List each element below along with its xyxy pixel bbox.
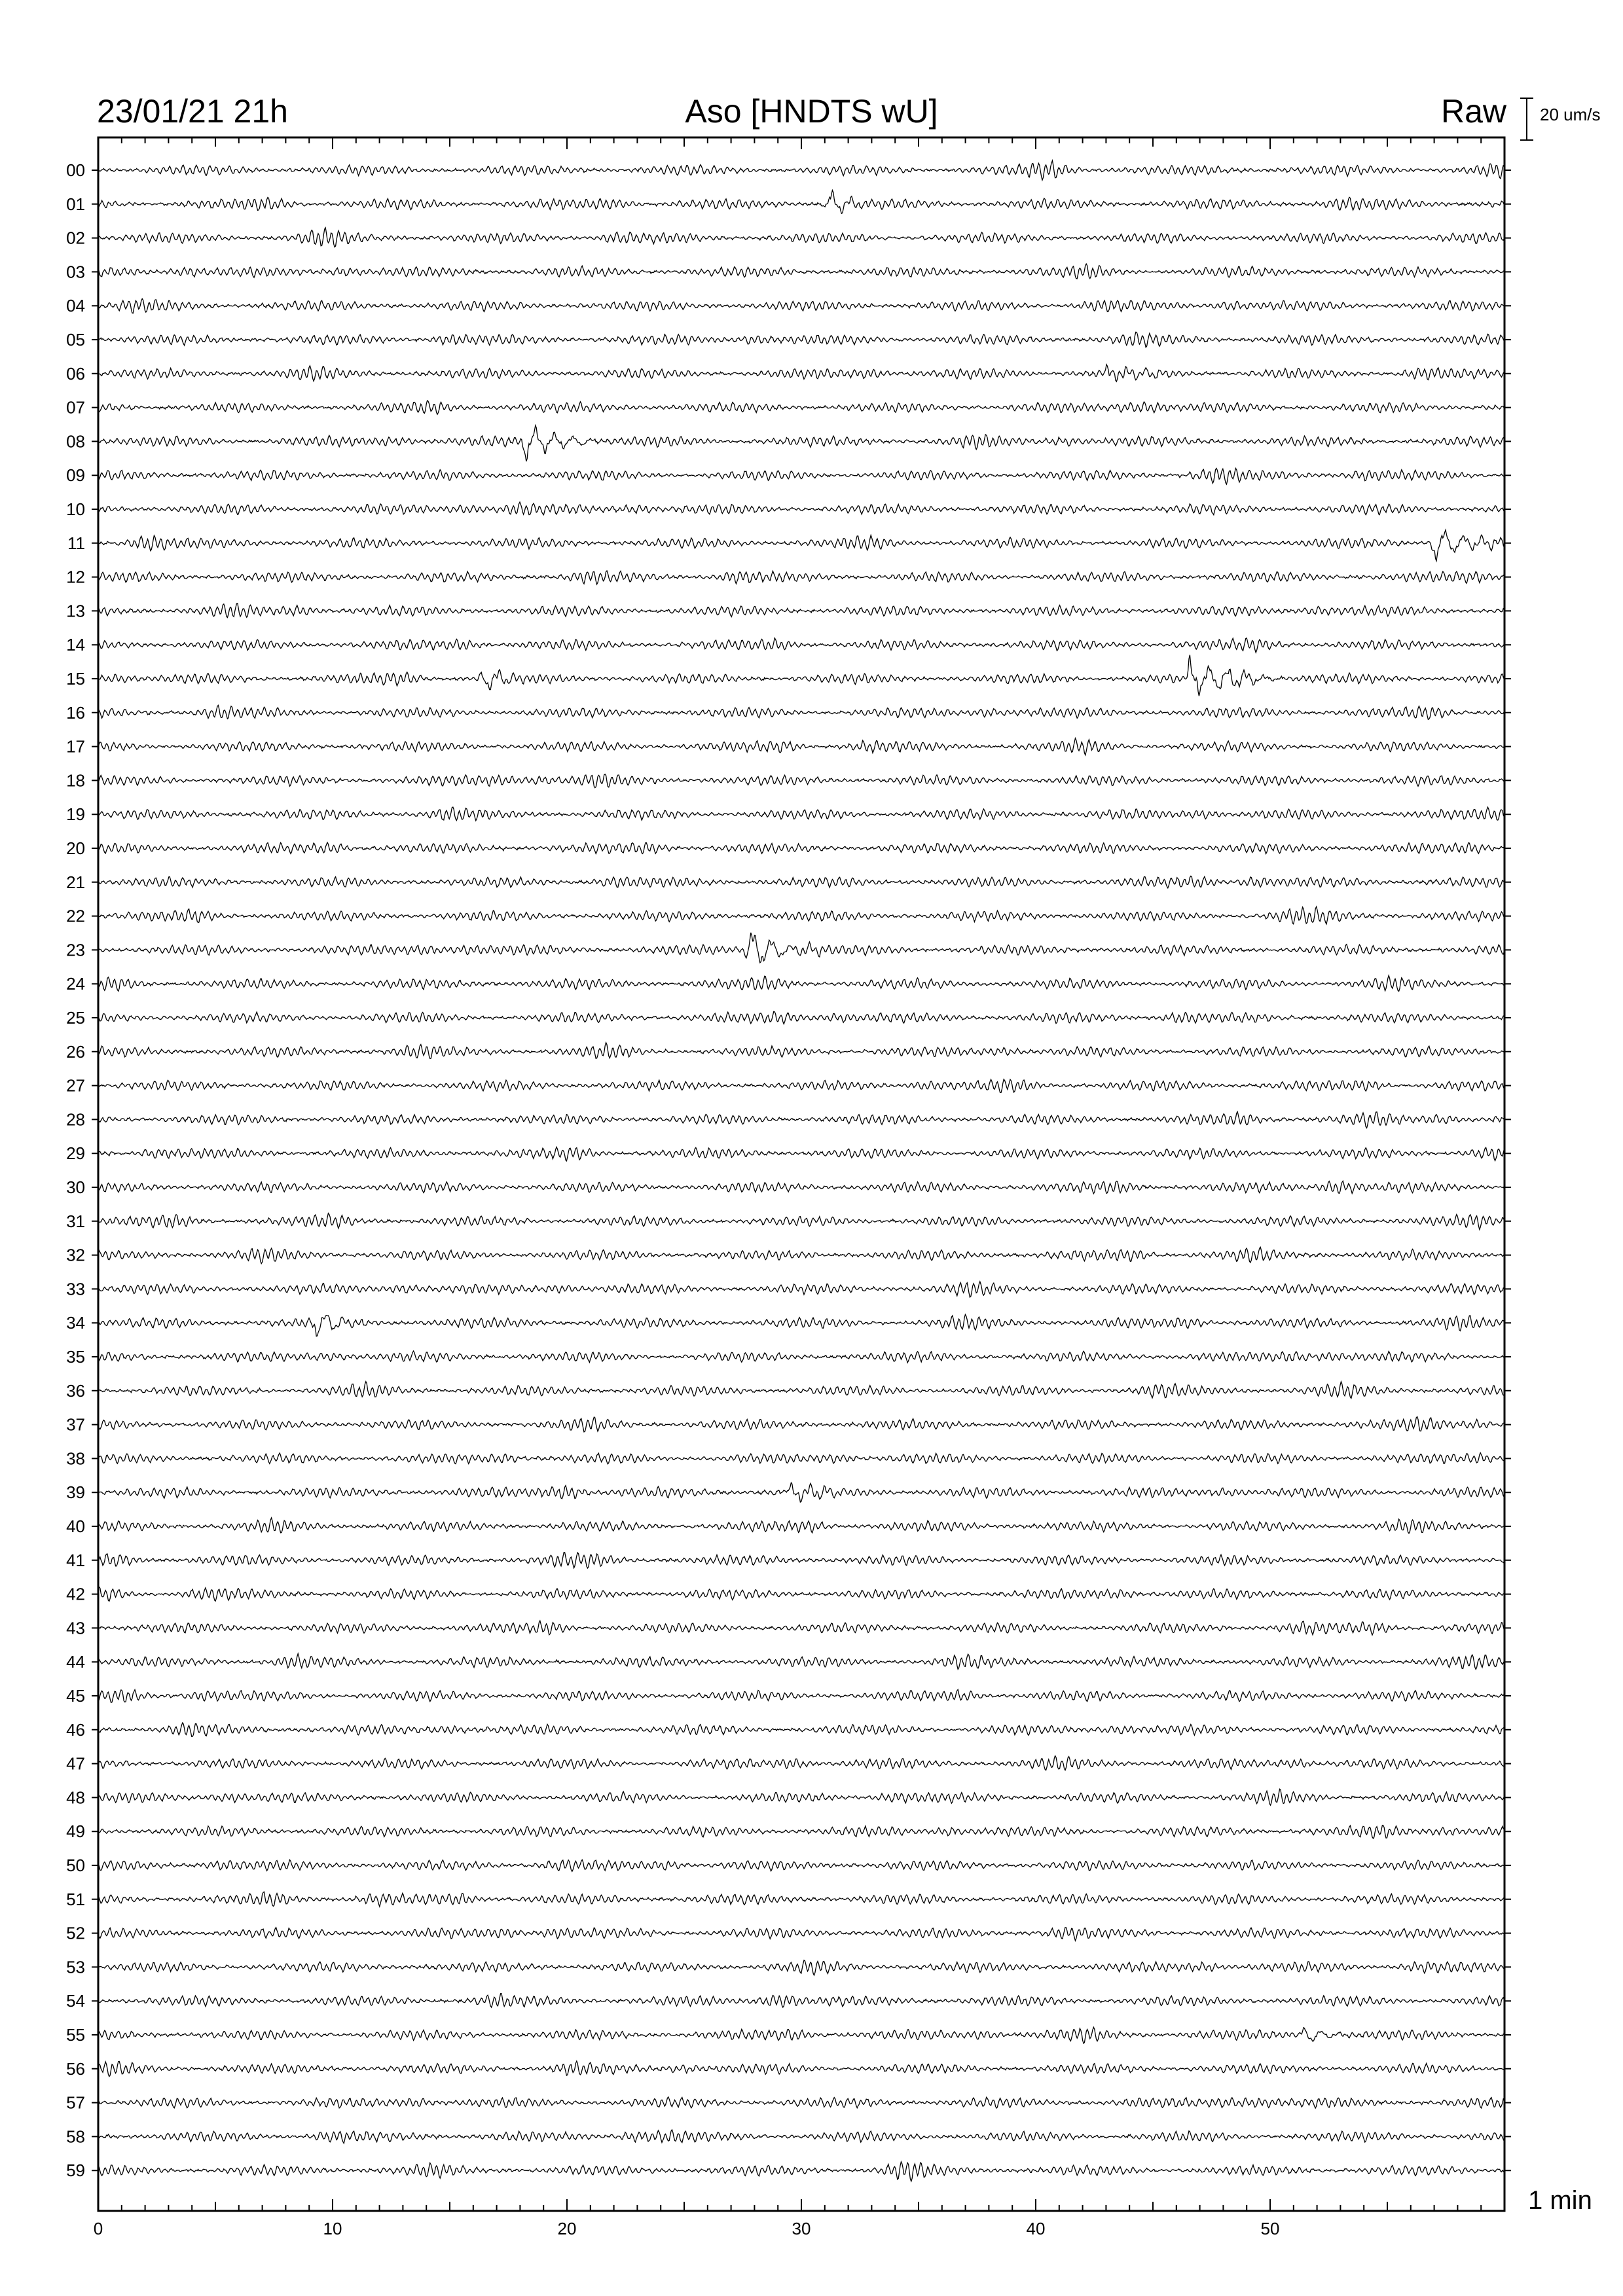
row-label-45: 45 (66, 1686, 85, 1706)
trace-row-00 (98, 160, 1504, 180)
row-label-43: 43 (66, 1618, 85, 1638)
trace-row-37 (98, 1417, 1504, 1432)
row-label-58: 58 (66, 2126, 85, 2147)
row-label-23: 23 (66, 940, 85, 960)
row-label-41: 41 (66, 1550, 85, 1570)
trace-row-54 (98, 1994, 1504, 2007)
trace-row-50 (98, 1860, 1504, 1872)
trace-row-10 (98, 502, 1504, 515)
row-label-53: 53 (66, 1957, 85, 1977)
row-label-05: 05 (66, 330, 85, 350)
trace-row-07 (98, 401, 1504, 414)
row-label-00: 00 (66, 160, 85, 180)
row-label-32: 32 (66, 1245, 85, 1265)
row-label-25: 25 (66, 1008, 85, 1028)
trace-row-46 (98, 1723, 1504, 1736)
trace-row-06 (98, 365, 1504, 382)
trace-row-35 (98, 1351, 1504, 1363)
row-label-30: 30 (66, 1177, 85, 1197)
row-label-09: 09 (66, 465, 85, 486)
row-label-17: 17 (66, 736, 85, 757)
trace-row-51 (98, 1892, 1504, 1907)
row-label-47: 47 (66, 1753, 85, 1774)
row-label-24: 24 (66, 974, 85, 994)
row-label-13: 13 (66, 601, 85, 621)
trace-row-33 (98, 1282, 1504, 1297)
row-label-46: 46 (66, 1719, 85, 1740)
trace-row-15 (98, 655, 1504, 696)
trace-row-17 (98, 738, 1504, 755)
trace-row-55 (98, 2027, 1504, 2043)
trace-row-23 (98, 933, 1504, 963)
trace-row-52 (98, 1928, 1504, 1941)
row-label-14: 14 (66, 635, 85, 655)
trace-row-11 (98, 530, 1504, 561)
x-tick-label-30: 30 (792, 2219, 811, 2238)
row-label-48: 48 (66, 1787, 85, 1808)
row-label-33: 33 (66, 1279, 85, 1299)
x-tick-label-50: 50 (1260, 2219, 1280, 2238)
trace-row-47 (98, 1756, 1504, 1770)
trace-row-02 (98, 228, 1504, 247)
x-tick-label-0: 0 (93, 2219, 103, 2238)
trace-row-41 (98, 1552, 1504, 1568)
row-label-27: 27 (66, 1075, 85, 1096)
row-label-15: 15 (66, 669, 85, 689)
trace-row-28 (98, 1112, 1504, 1128)
trace-row-31 (98, 1213, 1504, 1230)
trace-row-58 (98, 2130, 1504, 2144)
trace-row-03 (98, 264, 1504, 279)
row-label-55: 55 (66, 2025, 85, 2045)
trace-row-01 (98, 190, 1504, 214)
row-label-57: 57 (66, 2092, 85, 2113)
row-label-39: 39 (66, 1482, 85, 1503)
trace-row-27 (98, 1079, 1504, 1093)
row-label-03: 03 (66, 262, 85, 282)
x-tick-label-40: 40 (1026, 2219, 1046, 2238)
row-label-36: 36 (66, 1380, 85, 1401)
row-label-49: 49 (66, 1821, 85, 1842)
trace-row-43 (98, 1621, 1504, 1635)
row-label-50: 50 (66, 1856, 85, 1875)
trace-row-39 (98, 1482, 1504, 1502)
row-label-52: 52 (66, 1923, 85, 1943)
row-label-01: 01 (66, 194, 85, 214)
row-label-51: 51 (66, 1889, 85, 1909)
amplitude-scale-label: 20 um/s (1540, 105, 1601, 124)
row-label-37: 37 (66, 1414, 85, 1435)
row-label-02: 02 (66, 228, 85, 248)
x-tick-label-10: 10 (323, 2219, 342, 2238)
amplitude-scale-bar (1520, 98, 1533, 140)
trace-row-42 (98, 1587, 1504, 1602)
trace-row-38 (98, 1453, 1504, 1464)
trace-row-45 (98, 1689, 1504, 1702)
trace-row-44 (98, 1654, 1504, 1670)
row-label-29: 29 (66, 1143, 85, 1164)
trace-row-14 (98, 638, 1504, 653)
chart-date-hour: 23/01/21 21h (97, 93, 288, 130)
row-label-35: 35 (66, 1347, 85, 1367)
row-label-08: 08 (66, 431, 85, 452)
trace-row-22 (98, 906, 1504, 924)
trace-row-57 (98, 2097, 1504, 2108)
row-label-54: 54 (66, 1991, 85, 2011)
trace-row-18 (98, 774, 1504, 788)
trace-row-24 (98, 975, 1504, 991)
row-label-44: 44 (66, 1652, 85, 1672)
trace-row-40 (98, 1518, 1504, 1534)
row-label-12: 12 (66, 567, 85, 587)
row-label-07: 07 (66, 397, 85, 418)
trace-row-34 (98, 1314, 1504, 1336)
trace-row-04 (98, 298, 1504, 313)
trace-row-05 (98, 332, 1504, 347)
row-label-10: 10 (66, 499, 85, 519)
row-label-16: 16 (66, 702, 85, 723)
row-label-31: 31 (66, 1211, 85, 1231)
trace-row-29 (98, 1147, 1504, 1161)
x-tick-label-20: 20 (557, 2219, 577, 2238)
row-label-20: 20 (66, 838, 85, 858)
row-label-42: 42 (66, 1584, 85, 1604)
trace-row-09 (98, 469, 1504, 484)
row-label-19: 19 (66, 804, 85, 825)
chart-station-title: Aso [HNDTS wU] (685, 93, 938, 130)
trace-row-30 (98, 1181, 1504, 1193)
trace-row-49 (98, 1825, 1504, 1839)
trace-row-56 (98, 2061, 1504, 2077)
row-label-06: 06 (66, 363, 85, 384)
row-label-56: 56 (66, 2058, 85, 2079)
trace-row-48 (98, 1789, 1504, 1805)
trace-row-08 (98, 425, 1504, 461)
row-label-38: 38 (66, 1448, 85, 1469)
row-label-04: 04 (66, 296, 85, 316)
row-label-22: 22 (66, 906, 85, 926)
row-label-28: 28 (66, 1109, 85, 1130)
trace-row-25 (98, 1012, 1504, 1024)
trace-row-32 (98, 1247, 1504, 1264)
row-label-18: 18 (66, 770, 85, 791)
row-label-11: 11 (67, 533, 85, 553)
x-tick-labels (94, 2219, 1280, 2238)
trace-row-26 (98, 1043, 1504, 1059)
trace-row-21 (98, 876, 1504, 888)
row-label-21: 21 (66, 872, 85, 892)
trace-row-13 (98, 603, 1504, 618)
trace-row-12 (98, 571, 1504, 584)
row-label-26: 26 (66, 1041, 85, 1062)
trace-row-53 (98, 1960, 1504, 1975)
trace-row-16 (98, 706, 1504, 720)
trace-row-36 (98, 1382, 1504, 1399)
trace-row-20 (98, 842, 1504, 853)
scale-bar-line (1520, 98, 1533, 140)
x-axis-unit-label: 1 min (1528, 2186, 1592, 2215)
seismic-traces (92, 160, 1511, 2181)
row-labels (66, 160, 85, 2180)
trace-row-19 (98, 807, 1504, 821)
data-mode-label: Raw (1440, 93, 1506, 130)
row-label-34: 34 (66, 1313, 85, 1333)
trace-row-59 (98, 2162, 1504, 2181)
row-label-59: 59 (66, 2161, 85, 2181)
row-label-40: 40 (66, 1516, 85, 1536)
